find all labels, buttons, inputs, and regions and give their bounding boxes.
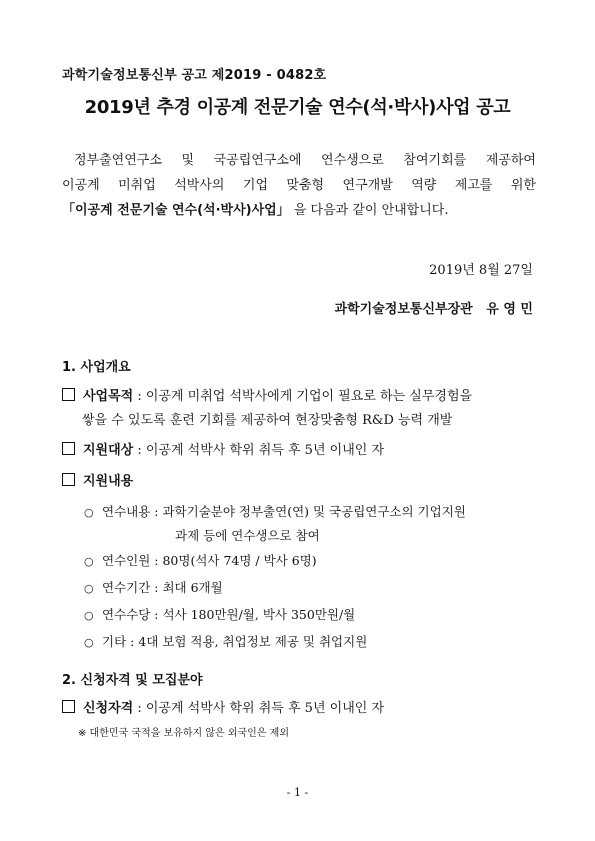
intro-line-3 [62,198,536,223]
sub-item-label: 기타 : [102,634,139,649]
sub-item-text: 최대 6개월 [162,580,223,595]
intro-paragraph [62,148,536,223]
intro-line-3-rest: 을 다음과 같이 안내합니다. [289,203,449,218]
purpose-item [62,385,536,433]
support-label: 지원내용 [83,474,134,489]
circle-bullet-icon: ○ [84,609,94,622]
sub-item-label: 연수수당 : [102,607,163,622]
intro-line-2: 이공계 미취업 석박사의 기업 맞춤형 연구개발 역량 제고를 위한 [62,178,536,193]
qualification-item [62,697,536,721]
qualification-text: : 이공계 석박사 학위 취득 후 5년 이내인 자 [133,701,385,716]
intro-line-1: 정부출연연구소 및 국공립연구소에 연수생으로 참여기회를 제공하여 [74,153,536,168]
sub-item-text: 과학기술분야 정부출연(연) 및 국공립연구소의 기업지원 [162,504,466,519]
sub-item-other [84,630,536,654]
section-2-heading: 2. 신청자격 및 모집분야 [62,673,203,688]
minister-signature: 과학기술정보통신부장관 유 영 민 [334,302,533,317]
section-1-heading: 1. 사업개요 [62,360,131,375]
checkbox-square-icon [62,700,75,713]
sub-item-text: 4대 보험 적용, 취업정보 제공 및 취업지원 [138,634,368,649]
checkbox-square-icon [62,473,75,486]
sub-item-text-cont: 과제 등에 연수생으로 참여 [175,528,320,543]
purpose-text-cont: 쌓을 수 있도록 훈련 기회를 제공하여 현장맞춤형 R&D 능력 개발 [82,413,453,428]
circle-bullet-icon: ○ [84,506,94,519]
sub-item-text: 80명(석사 74명 / 박사 6명) [162,553,317,568]
foreigner-note: ※ 대한민국 국적을 보유하지 않은 외국인은 제외 [78,728,289,739]
checkbox-square-icon [62,388,75,401]
support-item [62,470,536,494]
document-title: 2019년 추경 이공계 전문기술 연수(석·박사)사업 공고 [84,97,511,118]
circle-bullet-icon: ○ [84,555,94,568]
page-number: - 1 - [286,786,309,799]
purpose-label: 사업목적 [83,389,134,404]
target-text: : 이공계 석박사 학위 취득 후 5년 이내인 자 [133,443,385,458]
sub-item-trainees [84,549,536,573]
target-item [62,439,536,463]
announcement-number: 과학기술정보통신부 공고 제2019 - 0482호 [62,68,327,83]
checkbox-square-icon [62,442,75,455]
sub-item-label: 연수내용 : [102,504,163,519]
qualification-label: 신청자격 [83,701,134,716]
target-label: 지원대상 [83,443,134,458]
circle-bullet-icon: ○ [84,582,94,595]
program-name: 「이공계 전문기술 연수(석·박사)사업」 [62,203,290,218]
sub-item-training-content [84,500,536,547]
purpose-text: : 이공계 미취업 석박사에게 기업이 필요로 하는 실무경험을 [133,389,473,404]
sub-item-period [84,576,536,600]
sub-item-label: 연수인원 : [102,553,163,568]
sub-item-allowance [84,603,536,627]
sub-item-label: 연수기간 : [102,580,163,595]
circle-bullet-icon: ○ [84,636,94,649]
announcement-date: 2019년 8월 27일 [429,263,533,278]
sub-item-text: 석사 180만원/월, 박사 350만원/월 [162,607,356,622]
